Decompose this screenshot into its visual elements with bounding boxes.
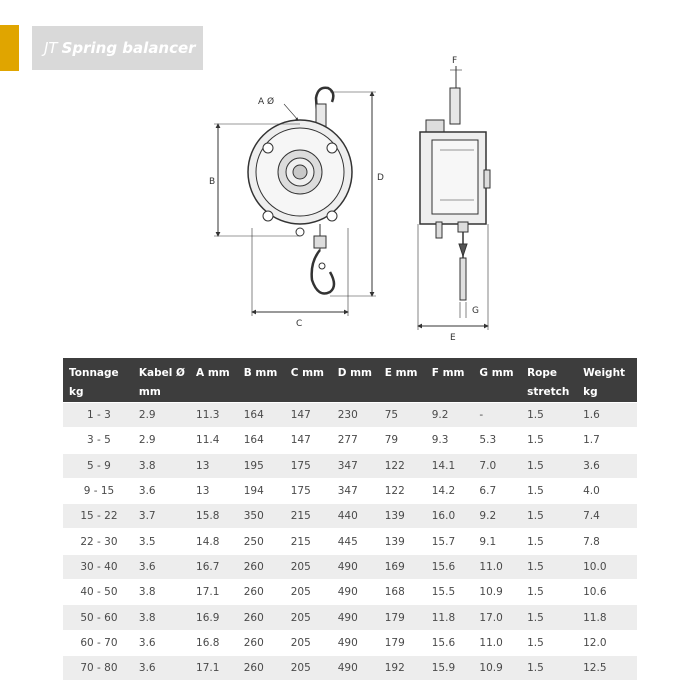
table-cell: 205 [285,655,332,680]
table-cell: 1.5 [521,428,577,453]
spec-table-header [63,358,637,403]
table-cell: 175 [285,453,332,478]
table-row [63,453,637,478]
table-cell: 9.3 [426,428,474,453]
table-row [63,554,637,579]
table-cell: 3.8 [133,453,190,478]
table-cell: 1 - 3 [63,403,133,428]
table-cell: 1.5 [521,655,577,680]
column-header: B mm [238,358,285,403]
table-cell: 1.5 [521,529,577,554]
table-cell: 4.0 [577,478,637,503]
table-cell: 277 [332,428,379,453]
table-cell: 1.5 [521,630,577,655]
table-cell: 122 [379,478,426,503]
table-cell: 147 [285,428,332,453]
table-cell: 15 - 22 [63,504,133,529]
table-cell: 192 [379,655,426,680]
table-row [63,580,637,605]
table-cell: 215 [285,504,332,529]
table-cell: 175 [285,478,332,503]
table-cell: 17.1 [190,655,238,680]
table-cell: 260 [238,580,285,605]
table-cell: 12.0 [577,630,637,655]
table-cell: 3.6 [133,630,190,655]
dim-label-a: A Ø [258,97,275,107]
table-cell: 260 [238,605,285,630]
table-cell: 164 [238,428,285,453]
column-header: F mm [426,358,474,403]
table-cell: 13 [190,453,238,478]
table-row [63,630,637,655]
table-cell: 139 [379,529,426,554]
table-row [63,478,637,503]
column-header: Rope stretch [521,358,577,403]
table-cell: 75 [379,403,426,428]
table-cell: 17.0 [473,605,521,630]
table-cell: 11.8 [577,605,637,630]
table-cell: 3.7 [133,504,190,529]
table-cell: 9.1 [473,529,521,554]
column-header: Kabel Ø mm [133,358,190,403]
table-cell: 11.0 [473,630,521,655]
table-cell: 7.0 [473,453,521,478]
table-cell: 179 [379,605,426,630]
table-cell: 260 [238,630,285,655]
table-cell: 22 - 30 [63,529,133,554]
table-cell: 12.5 [577,655,637,680]
table-row [63,605,637,630]
front-view [214,88,376,316]
technical-drawing [0,0,700,345]
table-cell: 30 - 40 [63,554,133,579]
table-cell: 10.0 [577,554,637,579]
table-row [63,655,637,680]
table-cell: 15.8 [190,504,238,529]
table-cell: 205 [285,605,332,630]
title-text: Spring balancer [61,39,196,57]
spec-table [63,358,637,680]
table-cell: 16.7 [190,554,238,579]
table-cell: 1.5 [521,580,577,605]
table-cell: 490 [332,554,379,579]
table-cell: 215 [285,529,332,554]
table-cell: 5 - 9 [63,453,133,478]
table-cell: 168 [379,580,426,605]
table-cell: 490 [332,605,379,630]
table-cell: 14.2 [426,478,474,503]
table-cell: 347 [332,453,379,478]
table-cell: 3.6 [133,478,190,503]
table-cell: 260 [238,554,285,579]
table-cell: 7.8 [577,529,637,554]
table-cell: 11.4 [190,428,238,453]
table-cell: 169 [379,554,426,579]
table-cell: 195 [238,453,285,478]
table-cell: 1.5 [521,504,577,529]
table-cell: 70 - 80 [63,655,133,680]
table-cell: 3.6 [577,453,637,478]
table-row [63,504,637,529]
table-cell: 1.5 [521,478,577,503]
table-cell: 60 - 70 [63,630,133,655]
table-cell: 445 [332,529,379,554]
table-cell: 50 - 60 [63,605,133,630]
table-cell: 139 [379,504,426,529]
table-cell: 11.3 [190,403,238,428]
table-cell: 9 - 15 [63,478,133,503]
table-cell: 350 [238,504,285,529]
table-cell: 205 [285,554,332,579]
dim-label-f: F [452,56,458,66]
table-cell: 16.9 [190,605,238,630]
table-cell: 14.1 [426,453,474,478]
table-cell: 6.7 [473,478,521,503]
dim-label-d: D [377,173,384,183]
table-cell: 9.2 [473,504,521,529]
title-prefix: JT [44,39,58,57]
table-cell: 3.8 [133,605,190,630]
table-cell: 10.9 [473,580,521,605]
dim-label-e: E [450,333,456,343]
table-cell: 15.5 [426,580,474,605]
table-cell: 179 [379,630,426,655]
table-cell: 3.5 [133,529,190,554]
table-cell: 1.5 [521,605,577,630]
table-cell: 9.2 [426,403,474,428]
dim-label-g: G [472,306,479,316]
table-cell: - [473,403,521,428]
table-cell: 79 [379,428,426,453]
column-header: D mm [332,358,379,403]
column-header: Weight kg [577,358,637,403]
table-cell: 1.7 [577,428,637,453]
table-cell: 7.4 [577,504,637,529]
table-cell: 11.0 [473,554,521,579]
table-cell: 260 [238,655,285,680]
table-cell: 16.0 [426,504,474,529]
table-cell: 147 [285,403,332,428]
table-row [63,428,637,453]
column-header: A mm [190,358,238,403]
table-cell: 2.9 [133,428,190,453]
column-header: E mm [379,358,426,403]
table-cell: 5.3 [473,428,521,453]
table-cell: 230 [332,403,379,428]
table-cell: 15.9 [426,655,474,680]
dim-label-c: C [296,319,303,329]
header-row [63,358,637,403]
column-header: Tonnage kg [63,358,133,403]
table-cell: 11.8 [426,605,474,630]
column-header: C mm [285,358,332,403]
side-view [418,66,490,330]
table-cell: 205 [285,630,332,655]
table-cell: 3.6 [133,554,190,579]
table-cell: 490 [332,580,379,605]
table-cell: 2.9 [133,403,190,428]
table-cell: 490 [332,655,379,680]
table-cell: 440 [332,504,379,529]
table-cell: 17.1 [190,580,238,605]
table-cell: 250 [238,529,285,554]
table-cell: 16.8 [190,630,238,655]
table-cell: 164 [238,403,285,428]
table-cell: 490 [332,630,379,655]
table-cell: 13 [190,478,238,503]
spec-table-body [63,403,637,681]
table-cell: 15.6 [426,554,474,579]
table-cell: 194 [238,478,285,503]
table-cell: 1.5 [521,554,577,579]
table-cell: 205 [285,580,332,605]
table-row [63,529,637,554]
table-cell: 15.7 [426,529,474,554]
table-cell: 347 [332,478,379,503]
table-cell: 3 - 5 [63,428,133,453]
dim-label-b: B [209,177,216,187]
table-cell: 1.5 [521,453,577,478]
table-cell: 1.5 [521,403,577,428]
table-cell: 15.6 [426,630,474,655]
column-header: G mm [473,358,521,403]
table-cell: 14.8 [190,529,238,554]
table-cell: 122 [379,453,426,478]
table-row [63,403,637,428]
table-cell: 3.8 [133,580,190,605]
table-cell: 1.6 [577,403,637,428]
table-cell: 10.6 [577,580,637,605]
table-cell: 10.9 [473,655,521,680]
table-cell: 3.6 [133,655,190,680]
table-cell: 40 - 50 [63,580,133,605]
